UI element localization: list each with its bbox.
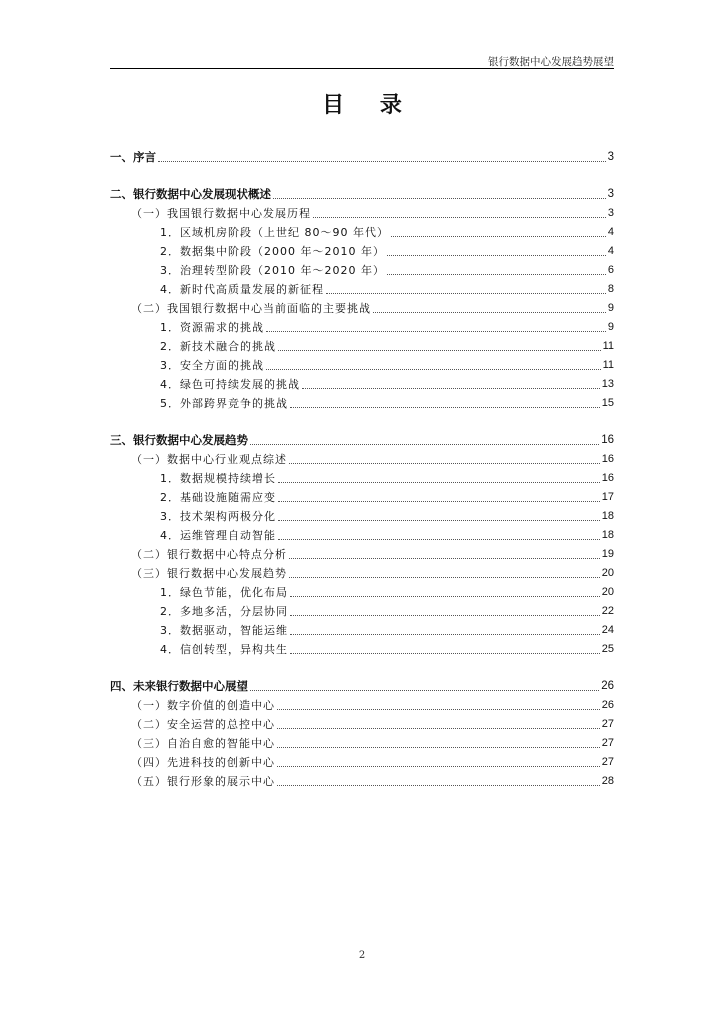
dot-leader (391, 235, 606, 237)
toc-entry-page: 25 (601, 643, 614, 655)
dot-leader (277, 727, 600, 729)
section-gap (110, 659, 614, 677)
section-gap (110, 413, 614, 431)
dot-leader (290, 614, 600, 616)
toc-entry-page: 18 (601, 510, 614, 522)
toc-entry-page: 20 (601, 567, 614, 579)
dot-leader (313, 216, 606, 218)
page-number: 2 (358, 950, 366, 961)
dot-leader (290, 406, 600, 408)
toc-item-entry[interactable] (110, 507, 614, 526)
toc-section-entry[interactable] (110, 185, 614, 204)
toc-entry-page: 4 (607, 226, 614, 238)
toc-entry-label: 5．外部跨界竞争的挑战 (160, 397, 288, 410)
dot-leader (289, 576, 600, 578)
toc-entry-page: 9 (607, 302, 614, 314)
toc-entry-label: 2．新技术融合的挑战 (160, 340, 276, 353)
toc-entry-page: 16 (601, 453, 614, 465)
toc-item-entry[interactable] (110, 280, 614, 299)
toc-entry-label: 1．区域机房阶段（上世纪 80～90 年代） (160, 226, 389, 239)
toc-entry-page: 3 (607, 151, 614, 163)
toc-item-entry[interactable] (110, 337, 614, 356)
toc-entry-page: 13 (601, 378, 614, 390)
toc-item-entry[interactable] (110, 526, 614, 545)
header-rule (110, 68, 614, 69)
toc-entry-label: 3．安全方面的挑战 (160, 359, 264, 372)
dot-leader (277, 746, 600, 748)
dot-leader (373, 311, 606, 313)
dot-leader (278, 519, 600, 521)
toc-entry-page: 15 (601, 397, 614, 409)
toc-entry-label: （三）自治自愈的智能中心 (131, 737, 275, 750)
dot-leader (290, 595, 600, 597)
toc-section-entry[interactable] (110, 677, 614, 696)
toc-item-entry[interactable] (110, 356, 614, 375)
dot-leader (278, 500, 600, 502)
toc-item-entry[interactable] (110, 602, 614, 621)
toc-entry-label: 3．数据驱动，智能运维 (160, 624, 288, 637)
toc-entry-page: 4 (607, 245, 614, 257)
toc-entry-label: 一、序言 (110, 150, 156, 164)
toc-item-entry[interactable] (110, 375, 614, 394)
toc-entry-label: 四、未来银行数据中心展望 (110, 679, 248, 693)
toc-item-entry[interactable] (110, 394, 614, 413)
dot-leader (273, 197, 606, 199)
toc-entry-page: 22 (601, 605, 614, 617)
toc-entry-label: 2．数据集中阶段（2000 年～2010 年） (160, 245, 385, 258)
toc-subsection-entry[interactable] (110, 734, 614, 753)
toc-entry-label: （一）数据中心行业观点综述 (131, 453, 287, 466)
toc-entry-page: 19 (601, 548, 614, 560)
toc-item-entry[interactable] (110, 621, 614, 640)
dot-leader (158, 160, 606, 162)
toc-entry-page: 17 (601, 491, 614, 503)
toc-entry-page: 26 (601, 699, 614, 711)
dot-leader (250, 689, 599, 691)
toc-entry-label: 1．资源需求的挑战 (160, 321, 264, 334)
running-header: 银行数据中心发展趋势展望 (488, 56, 614, 68)
toc-entry-page: 3 (607, 188, 614, 200)
dot-leader (387, 273, 606, 275)
toc-item-entry[interactable] (110, 318, 614, 337)
toc-entry-page: 24 (601, 624, 614, 636)
dot-leader (278, 481, 600, 483)
toc-subsection-entry[interactable] (110, 772, 614, 791)
toc-entry-label: 三、银行数据中心发展趋势 (110, 433, 248, 447)
toc-entry-label: （一）数字价值的创造中心 (131, 699, 275, 712)
dot-leader (277, 784, 600, 786)
dot-leader (277, 765, 600, 767)
toc-subsection-entry[interactable] (110, 715, 614, 734)
dot-leader (302, 387, 600, 389)
toc-entry-label: 4．绿色可持续发展的挑战 (160, 378, 300, 391)
toc-entry-page: 16 (601, 434, 614, 446)
dot-leader (266, 368, 601, 370)
toc-section-entry[interactable] (110, 431, 614, 450)
toc-subsection-entry[interactable] (110, 564, 614, 583)
toc-entry-label: 1．绿色节能，优化布局 (160, 586, 288, 599)
dot-leader (290, 652, 600, 654)
toc-item-entry[interactable] (110, 242, 614, 261)
toc-entry-page: 27 (601, 718, 614, 730)
toc-entry-label: 二、银行数据中心发展现状概述 (110, 187, 271, 201)
toc-title: 目 录 (322, 93, 416, 118)
toc-entry-page: 26 (601, 680, 614, 692)
toc-entry-label: （二）安全运营的总控中心 (131, 718, 275, 731)
toc-item-entry[interactable] (110, 583, 614, 602)
dot-leader (326, 292, 606, 294)
toc-entry-page: 16 (601, 472, 614, 484)
dot-leader (278, 349, 601, 351)
toc-entry-label: （一）我国银行数据中心发展历程 (131, 207, 311, 220)
toc-item-entry[interactable] (110, 261, 614, 280)
section-gap (110, 167, 614, 185)
toc-entry-label: 4．信创转型，异构共生 (160, 643, 288, 656)
toc-entry-page: 6 (607, 264, 614, 276)
toc-entry-page: 20 (601, 586, 614, 598)
toc-subsection-entry[interactable] (110, 696, 614, 715)
toc-entry-label: 1．数据规模持续增长 (160, 472, 276, 485)
dot-leader (266, 330, 606, 332)
toc-subsection-entry[interactable] (110, 450, 614, 469)
dot-leader (289, 557, 600, 559)
toc-entry-label: 2．基础设施随需应变 (160, 491, 276, 504)
toc-subsection-entry[interactable] (110, 299, 614, 318)
toc-entry-label: （二）我国银行数据中心当前面临的主要挑战 (131, 302, 371, 315)
toc-entry-page: 28 (601, 775, 614, 787)
dot-leader (278, 538, 600, 540)
toc-entry-label: 4．新时代高质量发展的新征程 (160, 283, 324, 296)
toc-entry-page: 27 (601, 756, 614, 768)
toc-item-entry[interactable] (110, 640, 614, 659)
dot-leader (387, 254, 606, 256)
dot-leader (289, 462, 600, 464)
toc-entry-label: （五）银行形象的展示中心 (131, 775, 275, 788)
toc-entry-page: 9 (607, 321, 614, 333)
dot-leader (290, 633, 600, 635)
table-of-contents (110, 148, 614, 791)
toc-entry-label: （四）先进科技的创新中心 (131, 756, 275, 769)
toc-entry-page: 18 (601, 529, 614, 541)
toc-entry-page: 27 (601, 737, 614, 749)
toc-subsection-entry[interactable] (110, 753, 614, 772)
toc-entry-page: 11 (602, 340, 614, 352)
toc-entry-label: 2．多地多活，分层协同 (160, 605, 288, 618)
toc-entry-label: 3．技术架构两极分化 (160, 510, 276, 523)
dot-leader (250, 443, 599, 445)
toc-entry-page: 3 (607, 207, 614, 219)
toc-subsection-entry[interactable] (110, 204, 614, 223)
toc-entry-label: 4．运维管理自动智能 (160, 529, 276, 542)
toc-entry-label: 3．治理转型阶段（2010 年～2020 年） (160, 264, 385, 277)
dot-leader (277, 708, 600, 710)
toc-entry-label: （二）银行数据中心特点分析 (131, 548, 287, 561)
toc-section-entry[interactable] (110, 148, 614, 167)
toc-entry-page: 8 (607, 283, 614, 295)
toc-item-entry[interactable] (110, 469, 614, 488)
toc-entry-page: 11 (602, 359, 614, 371)
toc-item-entry[interactable] (110, 488, 614, 507)
toc-item-entry[interactable] (110, 223, 614, 242)
toc-entry-label: （三）银行数据中心发展趋势 (131, 567, 287, 580)
toc-subsection-entry[interactable] (110, 545, 614, 564)
